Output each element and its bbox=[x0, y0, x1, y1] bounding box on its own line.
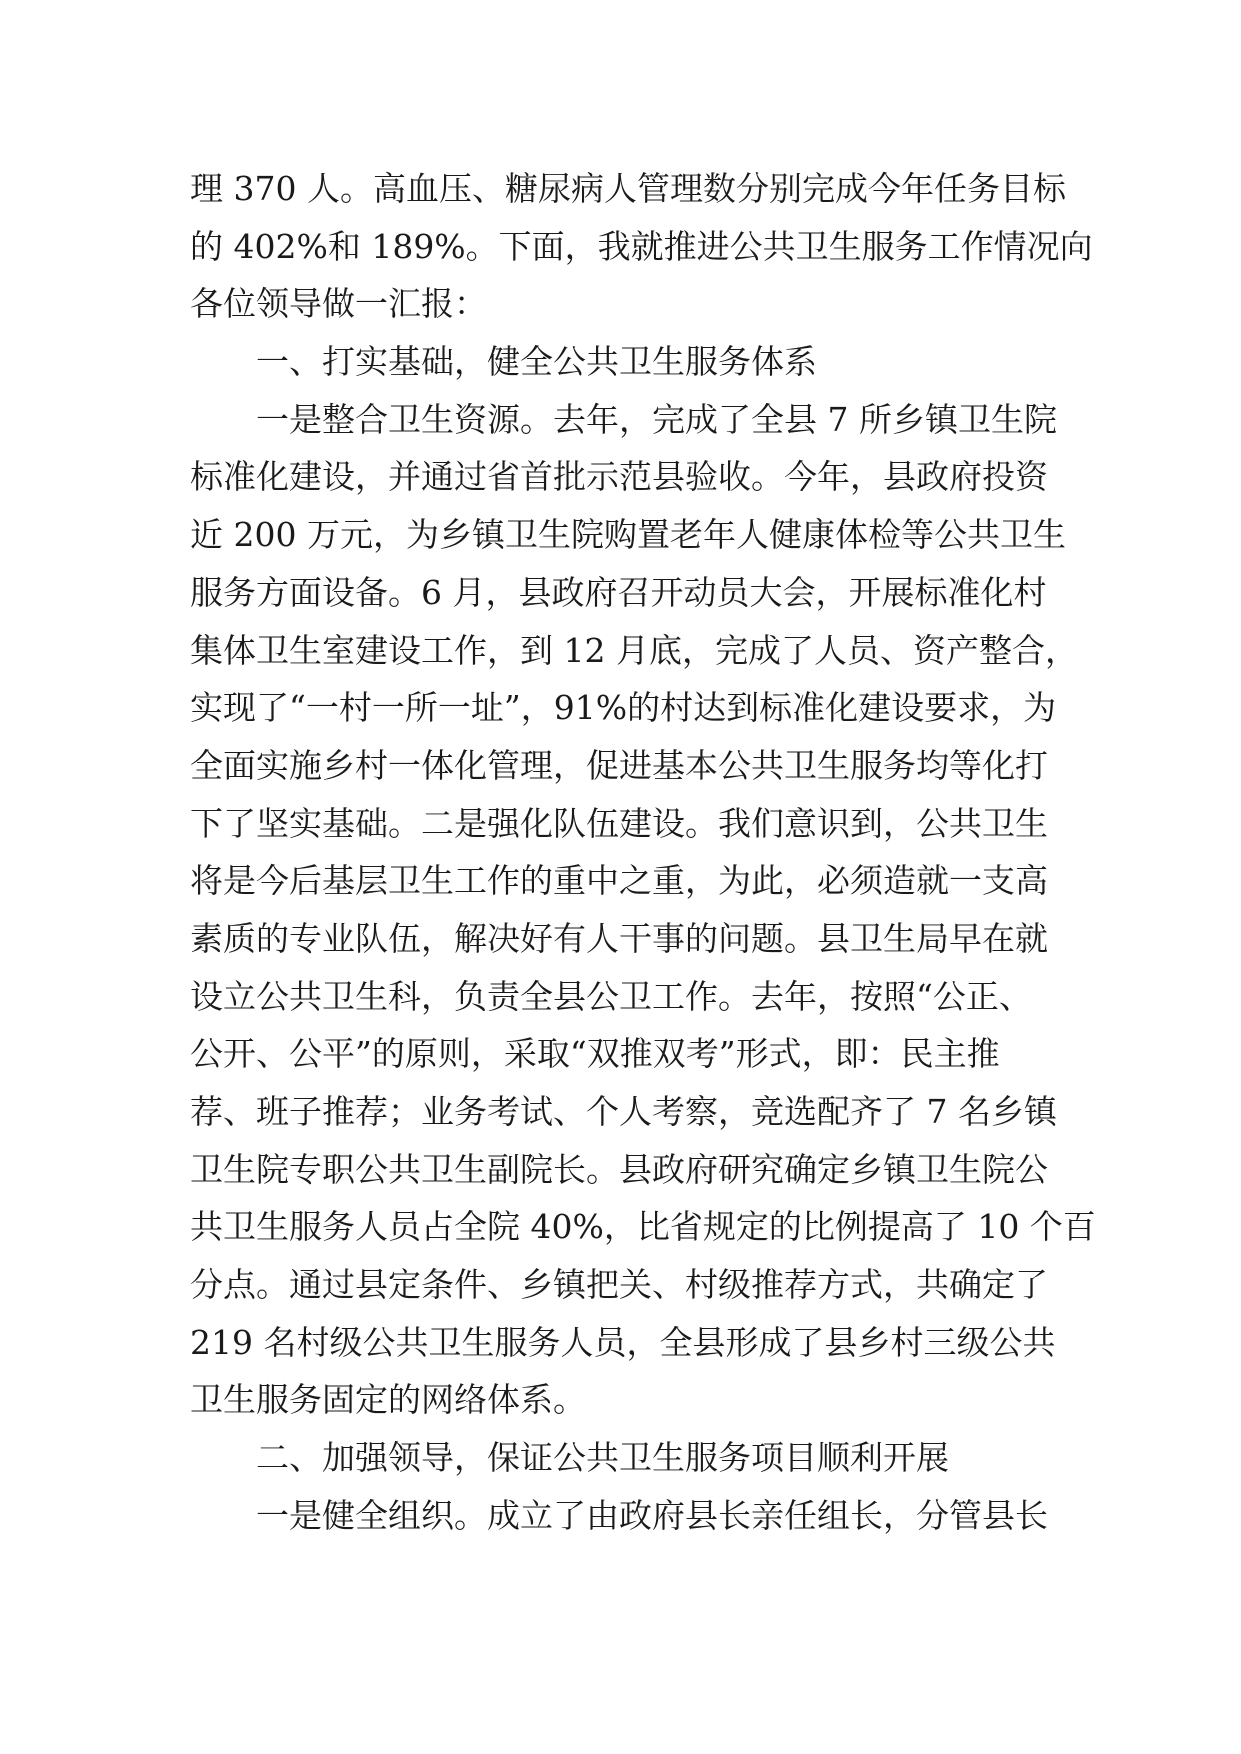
document-body bbox=[190, 160, 1096, 1545]
text-line: 的 402%和 189%。下面，我就推进公共卫生服务工作情况向 bbox=[190, 226, 1093, 266]
text-line: 设立公共卫生科，负责全县公卫工作。去年，按照“公正、 bbox=[190, 976, 1032, 1016]
text-line: 卫生院专职公共卫生副院长。县政府研究确定乡镇卫生院公 bbox=[190, 1149, 1048, 1189]
text-line: 荐、班子推荐；业务考试、个人考察，竞选配齐了 7 名乡镇 bbox=[190, 1092, 1057, 1131]
text-line: 服务方面设备。6 月，县政府召开动员大会，开展标准化村 bbox=[190, 572, 1047, 612]
text-line: 公开、公平”的原则，采取“双推双考”形式，即：民主推 bbox=[190, 1034, 1000, 1074]
text-line: 一是整合卫生资源。去年，完成了全县 7 所乡镇卫生院 bbox=[256, 399, 1057, 439]
text-line: 近 200 万元，为乡镇卫生院购置老年人健康体检等公共卫生 bbox=[190, 515, 1066, 555]
text-line: 219 名村级公共卫生服务人员，全县形成了县乡村三级公共 bbox=[190, 1322, 1056, 1362]
text-line: 一是健全组织。成立了由政府县长亲任组长，分管县长 bbox=[256, 1495, 1048, 1535]
text-line: 各位领导做一汇报： bbox=[190, 284, 487, 324]
text-line: 一、打实基础，健全公共卫生服务体系 bbox=[256, 342, 817, 382]
text-line: 集体卫生室建设工作，到 12 月底，完成了人员、资产整合， bbox=[190, 630, 1078, 670]
text-line: 实现了“一村一所一址”，91%的村达到标准化建设要求，为 bbox=[190, 688, 1057, 728]
text-line: 理 370 人。高血压、糖尿病人管理数分别完成今年任务目标 bbox=[190, 169, 1066, 208]
text-line: 将是今后基层卫生工作的重中之重，为此，必须造就一支高 bbox=[190, 861, 1048, 901]
text-line: 共卫生服务人员占全院 40%，比省规定的比例提高了 10 个百 bbox=[190, 1207, 1096, 1247]
text-line: 标准化建设，并通过省首批示范县验收。今年，县政府投资 bbox=[190, 457, 1048, 497]
text-line: 素质的专业队伍，解决好有人干事的问题。县卫生局早在就 bbox=[190, 918, 1048, 958]
text-line: 卫生服务固定的网络体系。 bbox=[190, 1380, 586, 1420]
text-line: 全面实施乡村一体化管理，促进基本公共卫生服务均等化打 bbox=[190, 745, 1048, 785]
text-line: 下了坚实基础。二是强化队伍建设。我们意识到，公共卫生 bbox=[190, 803, 1048, 843]
text-line: 二、加强领导，保证公共卫生服务项目顺利开展 bbox=[256, 1438, 949, 1478]
text-line: 分点。通过县定条件、乡镇把关、村级推荐方式，共确定了 bbox=[190, 1265, 1048, 1305]
